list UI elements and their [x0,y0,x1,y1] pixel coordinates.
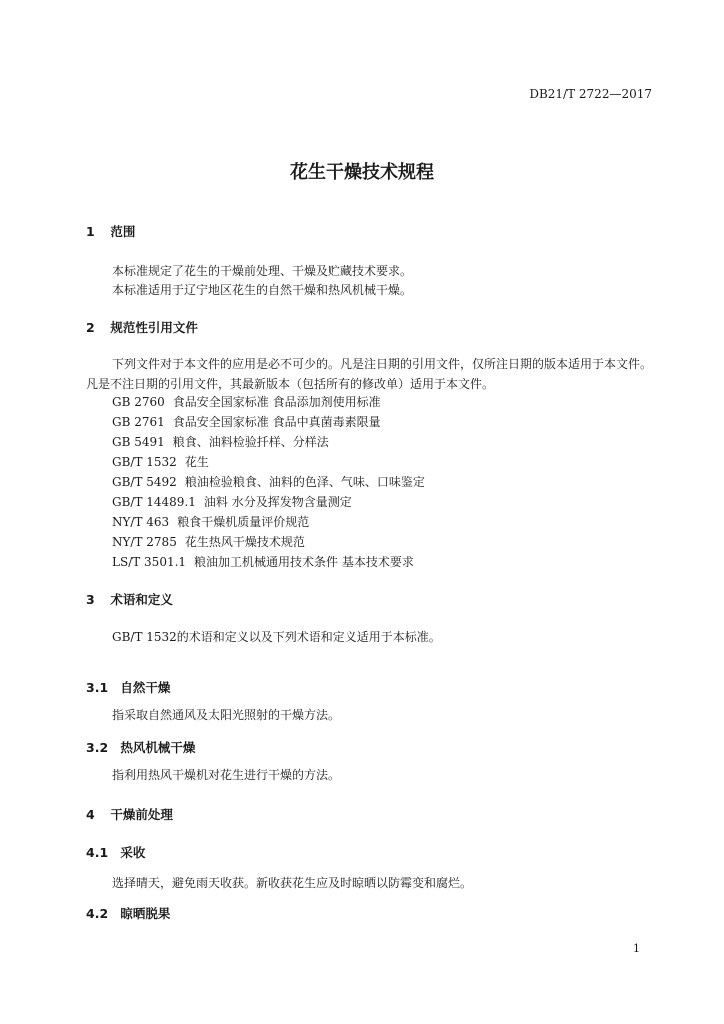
reference-code: GB/T 14489.1 [112,495,196,509]
document-title: 花生干燥技术规程 [290,162,434,183]
reference-item [112,553,414,570]
reference-code: NY/T 463 [112,515,170,529]
section-title: 规范性引用文件 [110,320,198,335]
section-4-heading [86,805,173,823]
reference-item [112,473,425,490]
reference-name: 粮油加工机械通用技术条件 基本技术要求 [194,555,414,569]
paragraph: 指采取自然通风及太阳光照射的干燥方法。 [112,708,341,722]
section-3-2-heading [86,738,195,756]
section-3-heading [86,590,173,608]
reference-item [112,393,381,410]
section-2-heading [86,318,198,336]
reference-code: LS/T 3501.1 [112,555,187,569]
reference-item [112,413,381,430]
paragraph: 选择晴天，避免雨天收获。新收获花生应及时晾晒以防霉变和腐烂。 [112,876,473,890]
section-4-2-heading [86,904,170,922]
reference-name: 粮食、油料检验扦样、分样法 [172,435,329,449]
reference-item [112,493,352,510]
standard-number: DB21/T 2722—2017 [529,87,652,101]
section-number: 4.1 [86,845,109,860]
section-4-1-heading [86,843,145,861]
paragraph: GB/T 1532的术语和定义以及下列术语和定义适用于本标准。 [112,630,441,644]
section-number: 2 [86,320,95,335]
section-number: 3.2 [86,740,109,755]
paragraph: 本标准适用于辽宁地区花生的自然干燥和热风机械干燥。 [112,283,413,297]
paragraph: 下列文件对于本文件的应用是必不可少的。凡是注日期的引用文件，仅所注日期的版本适用于本文件。凡是不注日期的引用文件，其最新版本（包括所有的修改单）适用于本文件。 [86,357,653,391]
section-title: 范围 [110,224,136,239]
section-title: 自然干燥 [120,680,171,695]
reference-code: GB 2761 [112,415,165,429]
reference-code: GB 2760 [112,395,165,409]
paragraph: 本标准规定了花生的干燥前处理、干燥及贮藏技术要求。 [112,264,413,278]
reference-item [112,513,309,530]
page-number: 1 [633,942,640,955]
section-number: 4.2 [86,906,109,921]
reference-code: NY/T 2785 [112,535,177,549]
reference-code: GB 5491 [112,435,165,449]
section-number: 4 [86,807,95,822]
reference-name: 花生热风干燥技术规范 [184,535,305,549]
section-title: 晾晒脱果 [120,906,171,921]
section-number: 3.1 [86,680,109,695]
reference-item [112,453,209,470]
section-number: 1 [86,224,95,239]
section-3-1-heading [86,678,170,696]
reference-name: 粮油检验粮食、油料的色泽、气味、口味鉴定 [184,475,425,489]
section-title: 术语和定义 [110,592,173,607]
paragraph: 指利用热风干燥机对花生进行干燥的方法。 [112,768,341,782]
reference-name: 油料 水分及挥发物含量测定 [203,495,352,509]
reference-name: 食品安全国家标准 食品添加剂使用标准 [172,395,381,409]
reference-code: GB/T 5492 [112,475,177,489]
section-number: 3 [86,592,95,607]
reference-name: 食品安全国家标准 食品中真菌毒素限量 [172,415,381,429]
section-title: 干燥前处理 [110,807,173,822]
reference-name: 花生 [184,455,209,469]
reference-item [112,533,305,550]
reference-item [112,433,329,450]
section-title: 采收 [120,845,146,860]
section-1-heading [86,222,135,240]
reference-code: GB/T 1532 [112,455,177,469]
section-title: 热风机械干燥 [120,740,196,755]
reference-name: 粮食干燥机质量评价规范 [177,515,310,529]
